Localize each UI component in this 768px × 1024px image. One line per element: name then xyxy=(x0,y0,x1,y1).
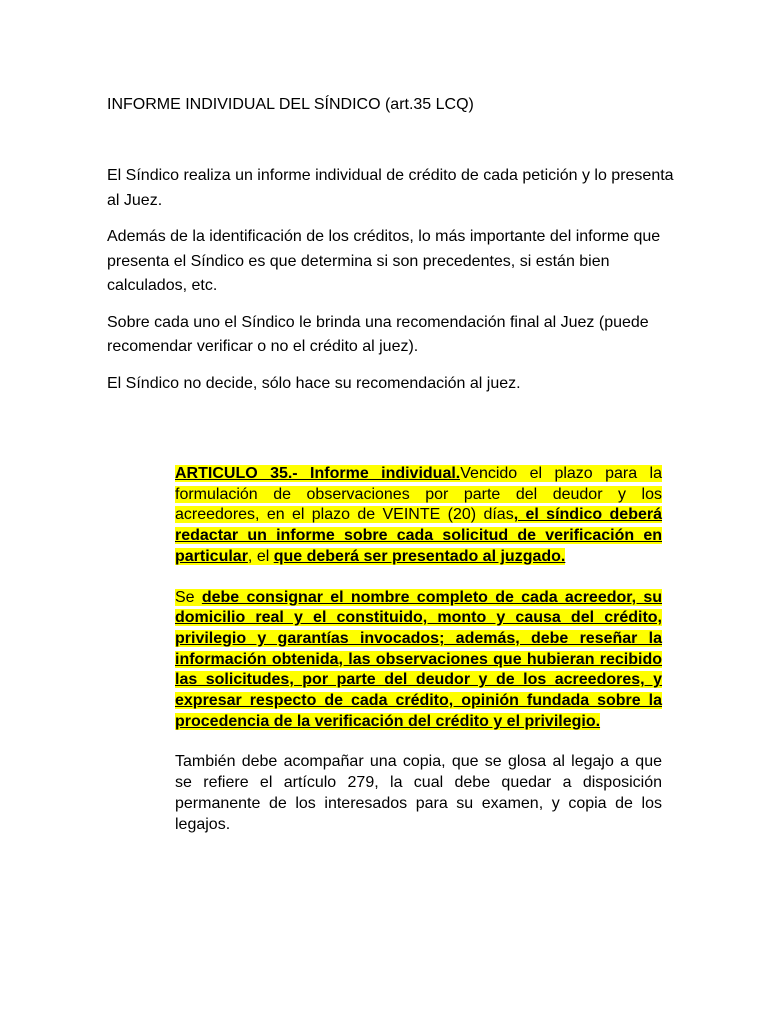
article-quote xyxy=(175,464,662,855)
page-title: INFORME INDIVIDUAL DEL SÍNDICO (art.35 LCQ) xyxy=(107,96,474,113)
article-emphasis: , el síndico deberá redactar un informe sobre cada solicitud de verificación en particular xyxy=(175,506,663,565)
article-emphasis: que deberá ser presentado al juzgado. xyxy=(273,547,566,565)
intro-paragraph: Además de la identificación de los créditos, lo más importante del informe que presenta el Síndico es que determina si son precedentes, si están bien calculados, etc. xyxy=(107,228,661,294)
intro-paragraph: El Síndico realiza un informe individual de crédito de cada petición y lo presenta al Juez. xyxy=(107,167,674,209)
article-heading: ARTICULO 35.- Informe individual. xyxy=(175,465,461,482)
intro-section xyxy=(107,164,677,408)
intro-paragraph: Sobre cada uno el Síndico le brinda una recomendación final al Juez (puede recomendar verificar o no el crédito al juez). xyxy=(107,313,649,355)
article-paragraph-1 xyxy=(175,464,662,568)
article-text: Vencido el plazo para la formulación de observaciones por parte del deudor y los acreedores, en el plazo de VEINTE (20) días xyxy=(175,465,662,524)
intro-paragraph: El Síndico no decide, sólo hace su recomendación al juez. xyxy=(107,374,521,392)
article-emphasis: debe consignar el nombre completo de cada acreedor, su domicilio real y el constituido, monto y causa del crédito, privilegio y garantías invocados; además, debe reseñar la información obtenida, las observaciones que hubieran recibido las solicitudes, por parte del deudor y de los acreedores, y expresar respecto de cada crédito, opinión fundada sobre la procedencia de la verificación del crédito y el privilegio. xyxy=(175,588,663,730)
article-text: Se xyxy=(175,588,202,606)
article-text: , el xyxy=(247,547,274,565)
article-paragraph-3: También debe acompañar una copia, que se glosa al legajo a que se refiere el artículo 279, la cual debe quedar a disposición permanente de los interesados para su examen, y copia de los legajos. xyxy=(175,753,662,833)
article-paragraph-2 xyxy=(175,588,662,733)
